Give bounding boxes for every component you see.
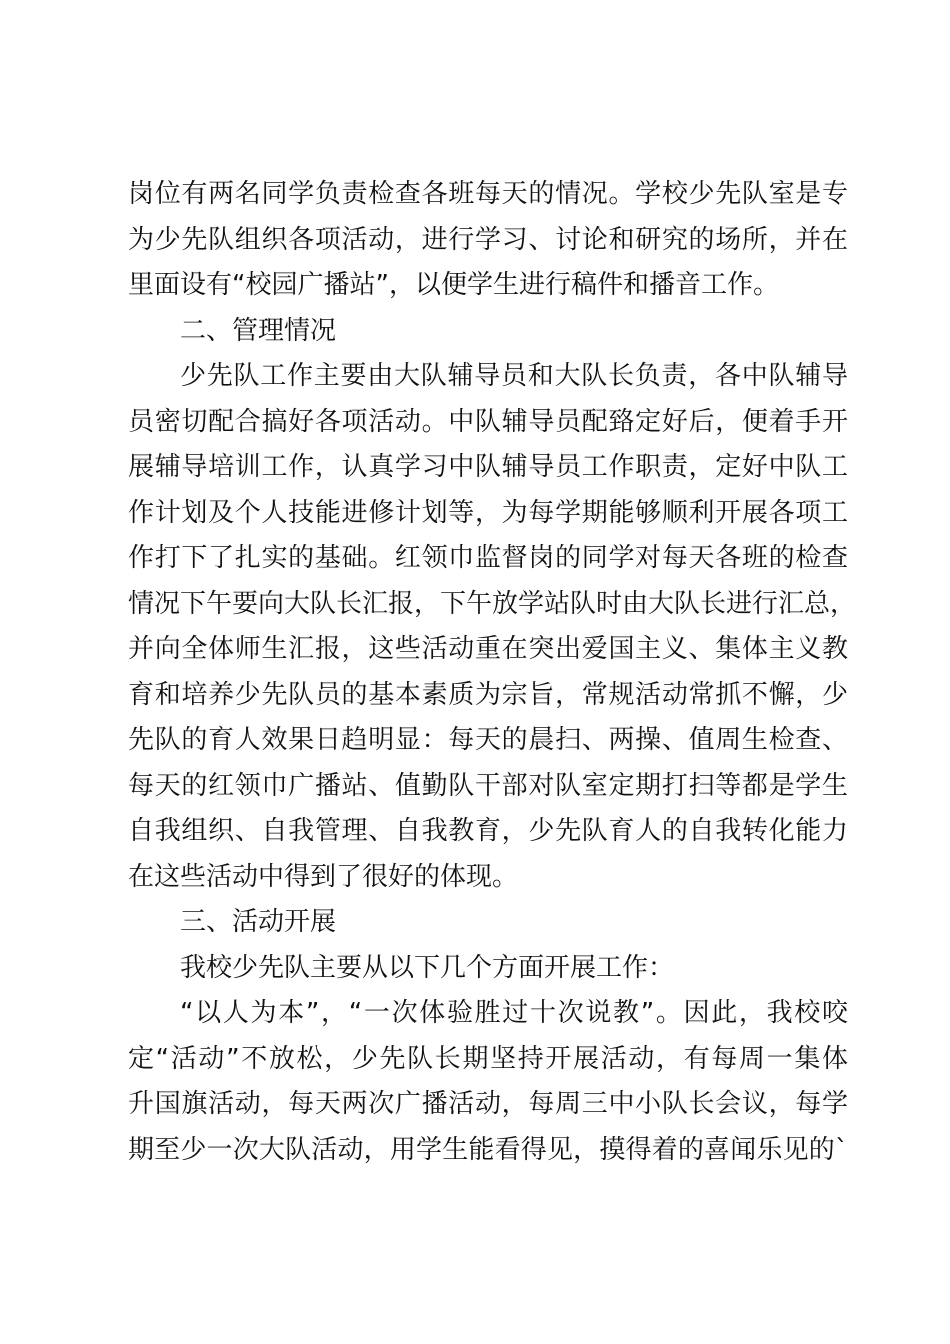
text-line: 我校少先队主要从以下几个方面开展工作： xyxy=(180,952,675,983)
text-line: 少先队工作主要由大队辅导员和大队长负责，各中队辅导 xyxy=(180,361,848,391)
text-line: 升国旗活动，每天两次广播活动，每周三中小队长会议，每学 xyxy=(128,1089,848,1119)
text-line: 作打下了扎实的基础。红领巾监督岗的同学对每天各班的检查 xyxy=(128,543,848,573)
text-line: 在这些活动中得到了很好的体现。 xyxy=(128,861,519,892)
text-line: 员密切配合搞好各项活动。中队辅导员配臵定好后，便着手开 xyxy=(128,406,848,437)
text-line: 岗位有两名同学负责检查各班每天的情况。学校少先队室是专 xyxy=(128,179,848,209)
text-line: “以人为本”，“一次体验胜过十次说教”。因此，我校咬 xyxy=(180,998,848,1028)
section-heading-management: 二、管理情况 xyxy=(180,315,337,346)
text-line: 里面设有“校园广播站”，以便学生进行稿件和播音工作。 xyxy=(128,270,779,300)
text-line: 先队的育人效果日趋明显：每天的晨扫、两操、值周生检查、 xyxy=(128,725,848,755)
text-line: 定“活动”不放松，少先队长期坚持开展活动，有每周一集体 xyxy=(128,1043,848,1074)
text-line: 期至少一次大队活动，用学生能看得见，摸得着的喜闻乐见的` xyxy=(128,1134,848,1165)
text-line: 为少先队组织各项活动，进行学习、讨论和研究的场所，并在 xyxy=(128,224,848,255)
text-line: 作计划及个人技能进修计划等，为每学期能够顺利开展各项工 xyxy=(128,497,848,528)
text-line: 展辅导培训工作，认真学习中队辅导员工作职责，定好中队工 xyxy=(128,452,848,482)
text-line: 每天的红领巾广播站、值勤队干部对队室定期打扫等都是学生 xyxy=(128,770,848,801)
body-text xyxy=(128,172,857,1173)
text-line: 情况下午要向大队长汇报，下午放学站队时由大队长进行汇总， xyxy=(128,588,857,619)
text-line: 育和培养少先队员的基本素质为宗旨，常规活动常抓不懈，少 xyxy=(128,679,848,710)
text-line: 自我组织、自我管理、自我教育，少先队育人的自我转化能力 xyxy=(128,816,848,846)
section-heading-activities: 三、活动开展 xyxy=(180,907,337,937)
text-line: 并向全体师生汇报，这些活动重在突出爱国主义、集体主义教 xyxy=(128,634,848,664)
